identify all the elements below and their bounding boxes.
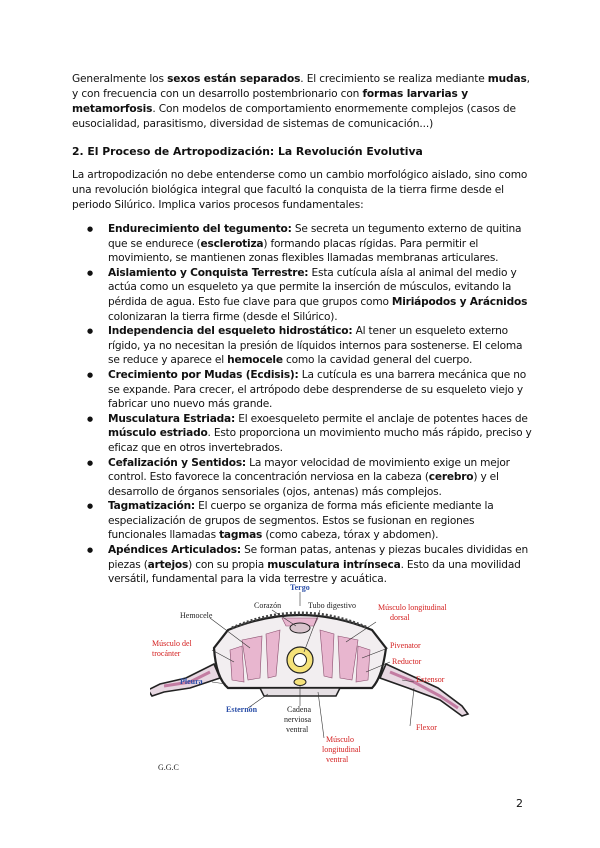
list-item: ● Aislamiento y Conquista Terrestre: Esta cutícula aísla al animal del medio y actúa como un esqueleto ya que permite la inserción de músculos, evitando la pérdida de agua. Esto fue clave para que grupos como Miriápodos y Arácnidos colonizaran la tierra firme (desde el Silúrico). (72, 266, 534, 324)
intro-paragraph: Generalmente los sexos están separados. El crecimiento se realiza mediante mudas, y con frecuencia con un desarrollo postembrionario con formas larvarias y metamorfosis. Con modelos de comportamiento enormemente complejos (casos de eusocialidad, parasitismo, diversidad de sistemas de comunicación...) (72, 73, 530, 130)
section-heading: 2. El Proceso de Artropodización: La Revolución Evolutiva (72, 145, 423, 158)
label-musculo-long-ventral-3: ventral (326, 755, 349, 764)
label-musculo-trocanter: Músculo del (152, 639, 192, 648)
page-number: 2 (516, 797, 523, 810)
digestive-lumen (294, 654, 307, 667)
arthropod-cross-section-figure (150, 578, 475, 790)
label-musculo-long-ventral: Músculo (326, 735, 354, 744)
label-cadena: Cadena (287, 705, 311, 714)
heart-shape (290, 623, 310, 633)
list-item: ● Crecimiento por Mudas (Ecdisis): La cutícula es una barrera mecánica que no se expande. Para crecer, el artrópodo debe desprenderse de su esqueleto viejo y fabricar uno nuevo más grande. (72, 368, 534, 412)
list-item: ● Cefalización y Sentidos: La mayor velocidad de movimiento exige un mejor control. Esto favorece la concentración nerviosa en la cabeza (cerebro) y el desarrollo de órganos sensoriales (ojos, antenas) más complejos. (72, 456, 534, 500)
label-extensor: Extensor (416, 675, 445, 684)
nerve-cord-shape (294, 679, 306, 686)
label-cadena-2: nerviosa (284, 715, 312, 724)
label-cadena-3: ventral (286, 725, 309, 734)
label-tergo: Tergo (290, 583, 310, 592)
list-item: ● Apéndices Articulados: Se forman patas, antenas y piezas bucales divididas en piezas (artejos) con su propia musculatura intrínseca. Esto da una movilidad versátil, fundamental para la vida terrestre y acuática. (72, 543, 534, 587)
label-flexor: Flexor (416, 723, 437, 732)
process-list (72, 222, 534, 587)
list-item: ● Independencia del esqueleto hidrostático: Al tener un esqueleto externo rígido, ya no necesitan la presión de líquidos internos para sostenerse. El celoma se reduce y aparece el hemocele como la cavidad general del cuerpo. (72, 324, 534, 368)
label-corazon: Corazón (254, 601, 282, 610)
label-musculo-long-dorsal: Músculo longitudinal (378, 603, 447, 612)
label-pleura: Pleura (180, 677, 203, 686)
list-item: ● Tagmatización: El cuerpo se organiza de forma más eficiente mediante la especialización de grupos de segmentos. Estos se fusionan en regiones funcionales llamadas tagmas (como cabeza, tórax y abdomen). (72, 499, 534, 543)
label-hemocele: Hemocele (180, 611, 213, 620)
label-musculo-long-ventral-2: longitudinal (322, 745, 361, 754)
figure-credit: G.G.C (158, 763, 179, 772)
label-reductor: Reductor (392, 657, 422, 666)
list-item: ● Endurecimiento del tegumento: Se secreta un tegumento externo de quitina que se endurece (esclerotiza) formando placas rígidas. Para permitir el movimiento, se mantienen zonas flexibles llamadas membranas articulares. (72, 222, 534, 266)
list-item: ● Musculatura Estriada: El exoesqueleto permite el anclaje de potentes haces de músculo estriado. Esto proporciona un movimiento mucho más rápido, preciso y eficaz que en otros invertebrados. (72, 412, 534, 456)
label-tubo-digestivo: Tubo digestivo (308, 601, 356, 610)
label-musculo-trocanter-2: trocánter (152, 649, 181, 658)
section-intro-paragraph: La artropodización no debe entenderse como un cambio morfológico aislado, sino como una revolución biológica integral que facultó la conquista de la tierra firme desde el periodo Silúrico. Implica varios procesos fundamentales: (72, 169, 528, 211)
label-esternon: Esternón (226, 705, 258, 714)
label-musculo-long-dorsal-2: dorsal (390, 613, 410, 622)
label-pivenator: Pivenator (390, 641, 421, 650)
